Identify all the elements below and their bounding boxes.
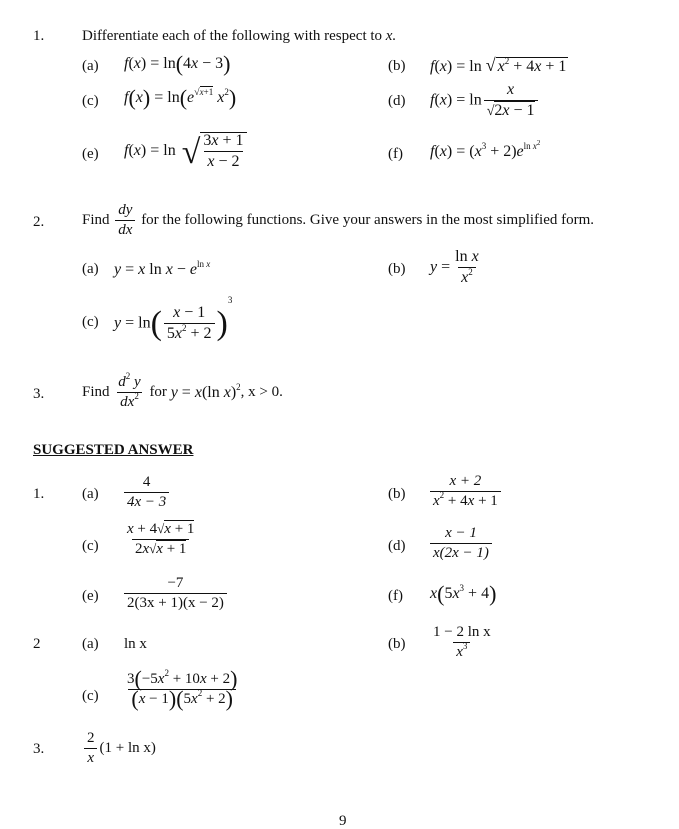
q3-d2y-dx2: $\frac{d^2 y}{dx^2}$: [118, 371, 141, 410]
q1c-label: (c): [82, 93, 99, 109]
q1d-label: (d): [388, 93, 406, 109]
q1-instruction: [82, 29, 396, 44]
q3-number: 3.: [33, 386, 45, 402]
q1a-expression: f(x) = ln(4x − 3): [124, 51, 231, 76]
q1d-expression: f(x) = ln $\frac{x}{√2x - 1}$: [430, 82, 540, 119]
a1c-answer: $\frac{x + 4√x + 1}{2x√x + 1}$: [127, 521, 195, 557]
a2a-label: (a): [82, 636, 99, 652]
page-number: 9: [339, 813, 347, 829]
q3-for: for: [149, 384, 167, 400]
q1c-expression: $f(x) = \ln(e^{√x+1}$ $x^2$): [124, 85, 237, 110]
q2-find: Find: [82, 212, 110, 228]
q1b-label: (b): [388, 58, 406, 74]
q3-find: Find: [82, 384, 110, 400]
a3-answer: $\frac{2}{x}$ (1 + ln x): [82, 731, 156, 766]
answers-heading: SUGGESTED ANSWER: [33, 442, 194, 458]
a1a-label: (a): [82, 486, 99, 502]
q1f-expression: $f(x) = (x^3 + 2)e^{ln x^2}$: [430, 139, 541, 160]
a1a-answer: $\frac{4}{4x - 3}$: [122, 475, 171, 510]
q1f-label: (f): [388, 146, 403, 162]
a1e-label: (e): [82, 588, 99, 604]
q1-number: 1.: [33, 28, 45, 44]
a2b-answer: $\frac{\text{1 − 2 ln x}}{x^3}$: [433, 624, 491, 660]
q3-condition: , x > 0.: [240, 384, 283, 400]
q2a-label: (a): [82, 261, 99, 277]
q1b-expression: f(x) = ln √ $x^2 + 4x + 1$: [430, 55, 567, 75]
q2-dy-dx: $\frac{dy}{dx}$: [115, 203, 135, 238]
a1-number: 1.: [33, 486, 45, 502]
q2-instruction-text: for the following functions. Give your answers in the most simplified form.: [141, 212, 595, 228]
a1b-label: (b): [388, 486, 406, 502]
a3-number: 3.: [33, 741, 45, 757]
a2c-answer: $\frac{3(-5x^2 + 10x + 2)}{(x - 1)(5x^2 + 2)}$: [127, 666, 238, 711]
a1b-answer: $\frac{x + 2}{x^2 + 4x + 1}$: [428, 474, 503, 509]
q3-function: y = x(ln x)$^2$: [170, 381, 241, 401]
q2c-expression: y = ln( $\frac{x - 1}{5x^2 + 2}$ )$^3$: [114, 295, 233, 342]
q2a-expression: y = x $\ln x - e^{ln x}$: [114, 259, 211, 278]
q1e-label: (e): [82, 146, 99, 162]
q1-instruction-text: Differentiate each of the following with respect to: [82, 28, 383, 44]
q2-instruction: [82, 203, 594, 238]
a2c-label: (c): [82, 688, 99, 704]
q1a-label: (a): [82, 58, 99, 74]
q2b-label: (b): [388, 261, 406, 277]
a1f-label: (f): [388, 588, 403, 604]
a2-number: 2: [33, 636, 41, 652]
a1d-answer: $\frac{x - 1}{x(2x - 1)}$: [428, 526, 494, 561]
a2a-answer: ln x: [124, 636, 147, 652]
q1e-expression: f(x) = ln √ $\frac{3x + 1}{x - 2}$: [124, 132, 249, 170]
a1e-answer: $\frac{-7}{2(3x + 1)(x - 2)}$: [122, 576, 229, 611]
a2b-label: (b): [388, 636, 406, 652]
q3-instruction: [82, 371, 283, 410]
q2c-label: (c): [82, 314, 99, 330]
a1f-answer: $x(5x^3 + 4)$: [430, 581, 497, 606]
a1d-label: (d): [388, 538, 406, 554]
q2b-expression: y = $\frac{\text{ln x}}{x^2}$: [430, 248, 479, 286]
q1-variable: x.: [385, 28, 397, 44]
a1c-label: (c): [82, 538, 99, 554]
q2-number: 2.: [33, 214, 45, 230]
